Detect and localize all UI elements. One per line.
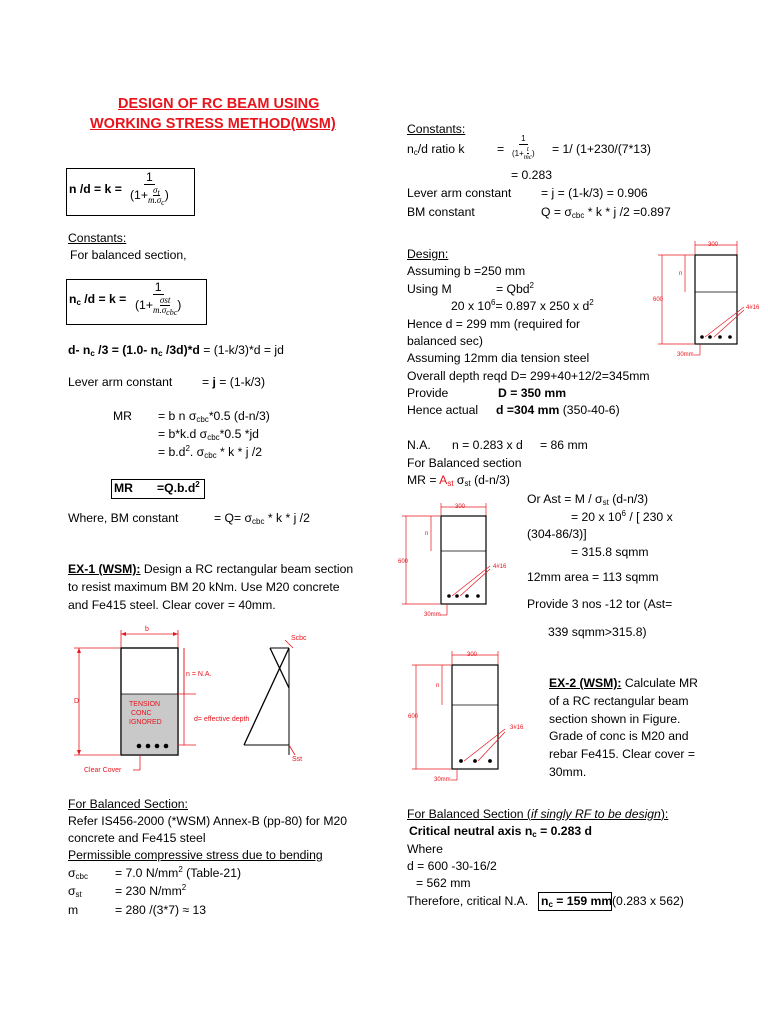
critical-b: = 0.283 d bbox=[536, 824, 592, 838]
overall-depth: Overall depth reqd D= 299+40+12/2=345mm bbox=[407, 369, 650, 383]
fig1-tension-3: IGNORED bbox=[129, 719, 162, 726]
fig1-scbc-label: Scbc bbox=[291, 635, 307, 642]
actual-label: Hence actual bbox=[407, 403, 479, 417]
fraction-numerator-2: 1 bbox=[154, 280, 162, 294]
fig4-width: 300 bbox=[467, 652, 478, 658]
ratio-rhs: = 1/ (1+230/(7*13) bbox=[552, 142, 651, 156]
refer-line-2: concrete and Fe415 steel bbox=[68, 831, 206, 845]
constants-heading-left: Constants: bbox=[68, 231, 127, 245]
constants-heading-right: Constants: bbox=[407, 122, 466, 136]
or-ast-sub: st bbox=[602, 498, 609, 507]
mr-line-3-a2: . σ bbox=[189, 445, 205, 459]
calc3: (304-86/3)] bbox=[527, 527, 587, 541]
mr-ast-A-sub: st bbox=[447, 479, 454, 488]
actual-value-tail: (350-40-6) bbox=[559, 403, 620, 417]
fig4-n: n bbox=[436, 683, 440, 689]
fig1-D-label: D bbox=[74, 698, 80, 705]
calc4: = 315.8 sqmm bbox=[571, 545, 649, 559]
bm-val-sub: cbc bbox=[571, 211, 585, 220]
balanced-heading-left: For Balanced Section: bbox=[68, 797, 188, 811]
critical-na bbox=[409, 824, 592, 839]
calc2-a: = 20 x 10 bbox=[571, 510, 622, 524]
mr-line-3-a: = b.d bbox=[158, 445, 186, 459]
using-m-a: Using M bbox=[407, 282, 452, 296]
prop-1-sup: 2 bbox=[181, 883, 187, 892]
therefore-text: Therefore, critical N.A. bbox=[407, 894, 529, 908]
den-close: ) bbox=[164, 188, 169, 202]
prop-0-sym: σ bbox=[68, 866, 76, 880]
mr-box-rhs-text: =Q.b.d bbox=[157, 481, 196, 495]
prop-0-val: = 7.0 N/mm bbox=[115, 866, 179, 880]
or-ast-a: Or Ast = M / σ bbox=[527, 492, 603, 506]
using-qbd-a: = Qbd bbox=[496, 282, 530, 296]
fig4-bars: 3#16 bbox=[510, 725, 524, 731]
fig3-height: 600 bbox=[398, 559, 409, 565]
m-sigma-c-sub: c bbox=[161, 198, 165, 207]
calc2-b: / [ 230 x bbox=[625, 510, 673, 524]
fig3-bars: 4#16 bbox=[493, 564, 507, 570]
title-line-1: DESIGN OF RC BEAM USING bbox=[118, 96, 320, 112]
refer-line-1: Refer IS456-2000 (*WSM) Annex-B (pp-80) for M20 bbox=[68, 814, 348, 828]
ex1-line-3: and Fe415 steel. Clear cover = 40mm. bbox=[68, 598, 276, 612]
title-line-2: WORKING STRESS METHOD(WSM) bbox=[90, 116, 336, 132]
actual-value-bold: d =304 mm bbox=[496, 403, 560, 417]
mr-line-1-sub: cbc bbox=[196, 415, 209, 424]
balanced-section-text: For balanced section, bbox=[70, 248, 187, 262]
ratio-label-text: /d ratio k bbox=[417, 142, 465, 156]
using-qbd-sup: 2 bbox=[529, 281, 534, 290]
ratio-value: = 0.283 bbox=[511, 168, 553, 182]
ratio-den-close: ) bbox=[531, 148, 535, 158]
dnc-p1: d- n bbox=[68, 343, 91, 357]
equation-k-lhs: n /d = k = bbox=[69, 182, 122, 196]
ast-339: 339 sqmm>315.8) bbox=[548, 625, 647, 639]
sigma-t-symbol: σ bbox=[153, 185, 158, 195]
for-balanced-section-right bbox=[407, 807, 668, 822]
fig2-n: n bbox=[679, 271, 683, 277]
fig1-eff-depth-label: d= effective depth bbox=[194, 716, 250, 723]
ex1-line-1-text: Design a RC rectangular beam section bbox=[140, 562, 354, 576]
m-sigma-cbc-sub: cbc bbox=[166, 308, 178, 317]
ratio-c: c bbox=[413, 148, 418, 157]
fig4-cover: 30mm bbox=[434, 777, 451, 783]
provide-label: Provide bbox=[407, 386, 449, 400]
d-equation: d = 600 -30-16/2 bbox=[407, 859, 497, 873]
permissible-heading: Permissible compressive stress due to bending bbox=[68, 848, 323, 862]
critical-na-n: n bbox=[541, 894, 549, 908]
lever-arm-j: j bbox=[212, 375, 216, 389]
lever-arm-rest: = (1-k/3) bbox=[215, 375, 266, 389]
nc-sub: c bbox=[76, 298, 81, 307]
fig2-height: 600 bbox=[653, 297, 664, 303]
ex1-line-2: to resist maximum BM 20 kNm. Use M20 concrete bbox=[68, 580, 340, 594]
mr-ast-a: MR = bbox=[407, 473, 440, 487]
na-eq: n = 0.283 x d bbox=[452, 438, 523, 452]
ex2-line-1 bbox=[549, 676, 698, 691]
ratio-n: n bbox=[407, 142, 414, 156]
prop-1-sub: st bbox=[75, 890, 82, 899]
dnc-p2: /3 = (1.0- n bbox=[94, 343, 159, 357]
lever-val-right: = j = (1-k/3) = 0.906 bbox=[541, 186, 648, 200]
ratio-num: 1 bbox=[521, 134, 526, 143]
fbs-italic: if singly RF to be design bbox=[530, 807, 661, 821]
fig1-clear-cover-label: Clear Cover bbox=[84, 767, 122, 774]
mr-line-2-b: *0.5 *jd bbox=[219, 427, 259, 441]
provide-value: D = 350 mm bbox=[498, 386, 567, 400]
mr-box-lhs: MR bbox=[114, 481, 133, 495]
therefore-tail: (0.283 x 562) bbox=[612, 894, 684, 908]
critical-na-value bbox=[541, 894, 612, 909]
ratio-inner-den: mc bbox=[523, 153, 532, 161]
den-open-2: (1+ bbox=[135, 298, 153, 312]
inner-num-2: σst bbox=[159, 295, 171, 305]
dnc-p2-sub: c bbox=[158, 349, 163, 358]
mr-line-1-b: *0.5 (d-n/3) bbox=[208, 409, 270, 423]
where-text: Where bbox=[407, 842, 443, 856]
ratio-eq: = bbox=[497, 142, 505, 156]
calc2-sup: 6 bbox=[621, 509, 626, 518]
m-sigma-cbc: m.σ bbox=[152, 305, 167, 315]
assuming-b: Assuming b =250 mm bbox=[407, 264, 526, 278]
prop-0-sup: 2 bbox=[178, 865, 183, 874]
calc-sup: 6 bbox=[490, 298, 496, 307]
na-val: = 86 mm bbox=[540, 438, 588, 452]
calc-sup2: 2 bbox=[589, 298, 594, 307]
fig1-b-label: b bbox=[145, 626, 149, 633]
lever-arm-label: Lever arm constant bbox=[68, 375, 173, 389]
assuming-12mm: Assuming 12mm dia tension steel bbox=[407, 351, 590, 365]
fig3-width: 300 bbox=[455, 504, 466, 510]
fig2-cover: 30mm bbox=[677, 352, 694, 358]
mr-ast-c: (d-n/3) bbox=[470, 473, 510, 487]
mr-ast-b: σ bbox=[453, 473, 465, 487]
dnc-p1-sub: c bbox=[90, 349, 95, 358]
ex2-l1: Calculate MR bbox=[621, 676, 698, 690]
mr-line-3-sup: 2 bbox=[185, 444, 190, 453]
fbs-b: ): bbox=[660, 807, 669, 821]
mr-box-sup: 2 bbox=[195, 480, 200, 489]
fbs-a: For Balanced Section ( bbox=[407, 807, 531, 821]
fig4-height: 600 bbox=[408, 714, 419, 720]
ex2-label: EX-2 (WSM): bbox=[549, 676, 622, 690]
den-close-2: ) bbox=[177, 298, 182, 312]
critical-na-val: = 159 mm bbox=[552, 894, 613, 908]
calc-a: 20 x 10 bbox=[451, 299, 491, 313]
prop-m-sym: m bbox=[68, 903, 79, 917]
design-heading: Design: bbox=[407, 247, 449, 261]
fig1-sst-label: Sst bbox=[292, 756, 303, 763]
prop-1-val: = 230 N/mm bbox=[115, 884, 182, 898]
mr-line-1-a: = b n σ bbox=[158, 409, 197, 423]
for-balanced-right: For Balanced section bbox=[407, 456, 522, 470]
critical-na-sub: c bbox=[548, 900, 553, 909]
ratio-den-open: (1+ bbox=[512, 148, 524, 158]
bm-constant-rest: * k * j /2 bbox=[264, 511, 310, 525]
fig3-n: n bbox=[425, 531, 429, 537]
bm-constant-sub: cbc bbox=[252, 517, 265, 526]
lever-arm-eq-sign: = bbox=[202, 375, 213, 389]
ex2-line-5: rebar Fe415. Clear cover = bbox=[549, 747, 695, 761]
dnc-p3: /3d)*d bbox=[162, 343, 200, 357]
fig1-tension-2: CONC bbox=[131, 710, 152, 717]
critical-a: Critical neutral axis n bbox=[409, 824, 533, 838]
fig1-na-label: n = N.A. bbox=[186, 671, 212, 678]
mr-line-3-b: * k * j /2 bbox=[216, 445, 263, 459]
mr-line-2-a: = b*k.d σ bbox=[158, 427, 208, 441]
fig3-cover: 30mm bbox=[424, 612, 441, 618]
nc-rest: /d = k = bbox=[80, 292, 127, 306]
dnc-p4: = (1-k/3)*d = jd bbox=[199, 343, 284, 357]
sigma-t-sub: t bbox=[157, 188, 160, 197]
calc-b: = 0.897 x 250 x d bbox=[495, 299, 590, 313]
na-line: N.A. bbox=[407, 438, 431, 452]
critical-sub: c bbox=[532, 830, 537, 839]
lever-label-right: Lever arm constant bbox=[407, 186, 512, 200]
fig1-tension-1: TENSION bbox=[129, 701, 161, 708]
ex2-line-2: of a RC rectangular beam bbox=[549, 694, 689, 708]
bm-constant-text: Where, BM constant bbox=[68, 511, 179, 525]
bm-val-a: Q = σ bbox=[541, 205, 572, 219]
d-value: = 562 mm bbox=[416, 876, 471, 890]
ex2-line-4: Grade of conc is M20 and bbox=[549, 729, 689, 743]
ex1-label: EX-1 (WSM): bbox=[68, 562, 141, 576]
ex2-line-3: section shown in Figure. bbox=[549, 712, 681, 726]
mr-label: MR bbox=[113, 409, 132, 423]
prop-m-val: = 280 /(3*7) ≈ 13 bbox=[115, 903, 207, 917]
ratio-inner-num: t bbox=[526, 145, 529, 153]
prop-0-sub: cbc bbox=[75, 872, 88, 881]
fig2-width: 300 bbox=[708, 242, 719, 248]
ex2-line-6: 30mm. bbox=[549, 765, 587, 779]
fraction-numerator: 1 bbox=[146, 170, 153, 184]
mr-ast-sub: st bbox=[464, 479, 471, 488]
mr-ast-A: A bbox=[439, 473, 448, 487]
m-sigma-c: m.σ bbox=[147, 195, 162, 205]
den-open: (1+ bbox=[130, 188, 148, 202]
provide-3nos: Provide 3 nos -12 tor (Ast= bbox=[527, 597, 673, 611]
balanced-sec: balanced sec) bbox=[407, 334, 483, 348]
prop-0-tail: (Table-21) bbox=[182, 866, 242, 880]
prop-1-sym: σ bbox=[68, 884, 76, 898]
fig2-bars: 4#16 bbox=[746, 305, 760, 311]
bm-label-right: BM constant bbox=[407, 205, 475, 219]
bm-val-rest: * k * j /2 =0.897 bbox=[584, 205, 671, 219]
area-12mm: 12mm area = 113 sqmm bbox=[527, 570, 659, 584]
mr-line-3-sub: cbc bbox=[204, 451, 217, 460]
nc-n: n bbox=[69, 292, 77, 306]
hence-d: Hence d = 299 mm (required for bbox=[407, 317, 581, 331]
or-ast-b: (d-n/3) bbox=[608, 492, 649, 506]
mr-line-2-sub: cbc bbox=[207, 433, 220, 442]
bm-constant-eq-a: = Q= σ bbox=[214, 511, 253, 525]
